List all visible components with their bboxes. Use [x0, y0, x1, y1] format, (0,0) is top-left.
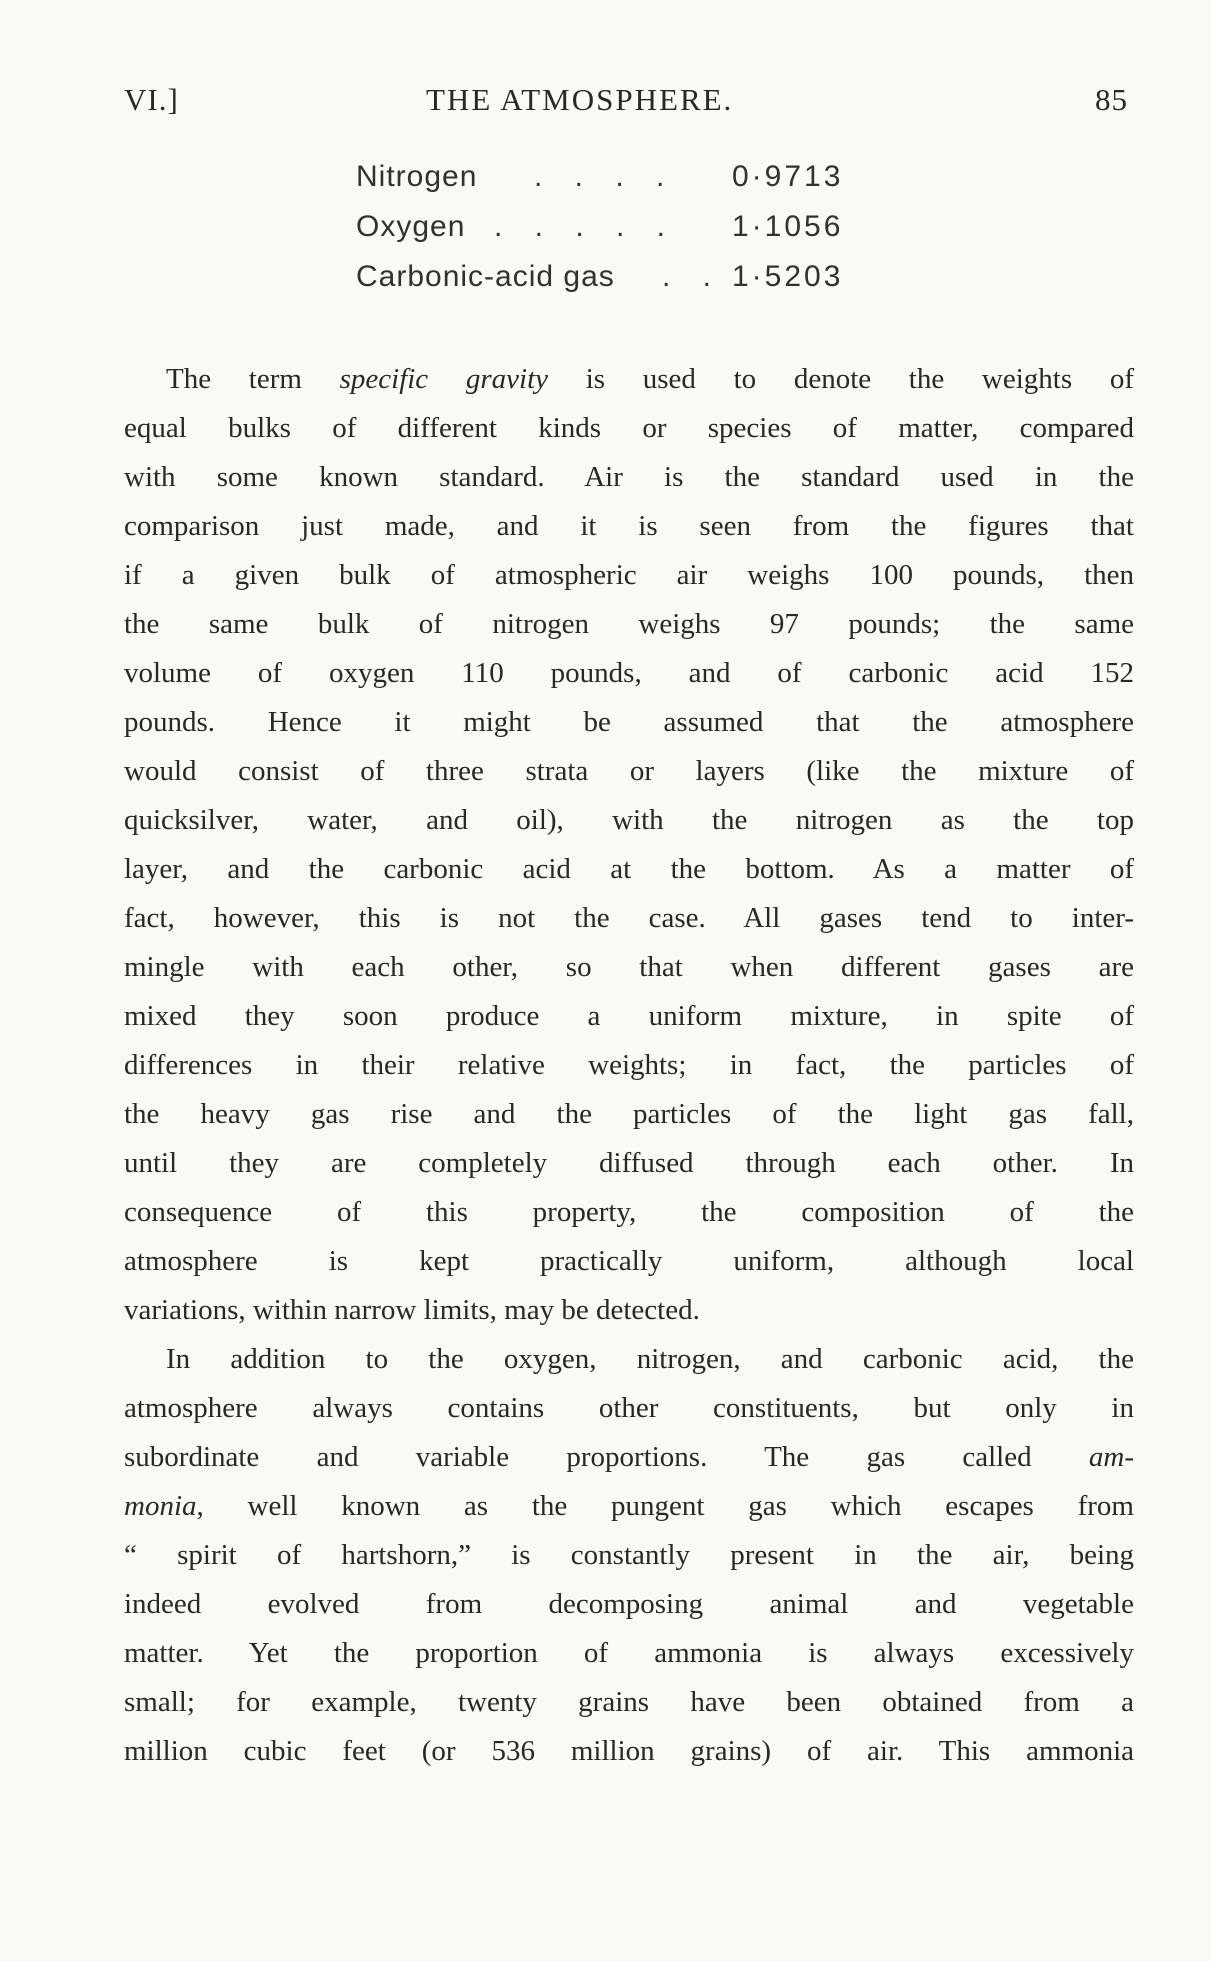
running-head — [124, 82, 1134, 126]
gravity-value: 0·9713 — [732, 160, 844, 193]
text-line: subordinate and variable proportions. The gas called am- — [124, 1441, 1134, 1473]
gravity-value: 1·5203 — [732, 260, 844, 293]
text-line: In addition to the oxygen, nitrogen, and carbonic acid, the — [166, 1343, 1134, 1375]
text-line: comparison just made, and it is seen from the figures that — [124, 510, 1134, 542]
text-line: until they are completely diffused through each other. In — [124, 1147, 1134, 1179]
text-line: The term specific gravity is used to denote the weights of — [166, 363, 1134, 395]
text-line: differences in their relative weights; in fact, the particles of — [124, 1049, 1134, 1081]
text-line: consequence of this property, the composition of the — [124, 1196, 1134, 1228]
text-line: the heavy gas rise and the particles of the light gas fall, — [124, 1098, 1134, 1130]
leader-dots: . . . . . — [494, 210, 678, 243]
text-line: pounds. Hence it might be assumed that the atmosphere — [124, 706, 1134, 738]
term-specific-gravity: specific gravity — [339, 363, 549, 395]
text-line: volume of oxygen 110 pounds, and of carbonic acid 152 — [124, 657, 1134, 689]
text-line: would consist of three strata or layers (like the mixture of — [124, 755, 1134, 787]
chapter-number: VI.] — [124, 82, 179, 117]
table-row — [356, 160, 956, 210]
table-row — [356, 210, 956, 260]
leader-dots: . . . . — [534, 160, 677, 193]
page-number: 85 — [1095, 82, 1128, 117]
text-line: equal bulks of different kinds or species of matter, compared — [124, 412, 1134, 444]
gas-name: Oxygen — [356, 210, 466, 243]
gas-name: Carbonic-acid gas — [356, 260, 615, 293]
text-line: if a given bulk of atmospheric air weighs 100 pounds, then — [124, 559, 1134, 591]
text-line: the same bulk of nitrogen weighs 97 pounds; the same — [124, 608, 1134, 640]
text-line: layer, and the carbonic acid at the bottom. As a matter of — [124, 853, 1134, 885]
leader-dots: . . — [662, 260, 724, 293]
term-ammonia-cont: monia — [124, 1490, 197, 1522]
specific-gravity-table — [356, 160, 956, 310]
text-line: matter. Yet the proportion of ammonia is always excessively — [124, 1637, 1134, 1669]
text-line: fact, however, this is not the case. All gases tend to inter- — [124, 902, 1134, 934]
gas-name: Nitrogen — [356, 160, 478, 193]
body-text — [124, 355, 1134, 1776]
text-line: atmosphere always contains other constituents, but only in — [124, 1392, 1134, 1424]
text-line: indeed evolved from decomposing animal and vegetable — [124, 1588, 1134, 1620]
running-title: THE ATMOSPHERE. — [426, 82, 734, 117]
text-line: variations, within narrow limits, may be detected. — [124, 1294, 700, 1326]
term-ammonia: am- — [1088, 1441, 1134, 1473]
table-row — [356, 260, 956, 310]
text-line: monia, well known as the pungent gas which escapes from — [124, 1490, 1134, 1522]
text-line: small; for example, twenty grains have been obtained from a — [124, 1686, 1134, 1718]
text-line: atmosphere is kept practically uniform, although local — [124, 1245, 1134, 1277]
text-line: quicksilver, water, and oil), with the nitrogen as the top — [124, 804, 1134, 836]
text-line: mixed they soon produce a uniform mixture, in spite of — [124, 1000, 1134, 1032]
gravity-value: 1·1056 — [732, 210, 844, 243]
text-line: million cubic feet (or 536 million grains) of air. This ammonia — [124, 1735, 1134, 1767]
text-line: “ spirit of hartshorn,” is constantly present in the air, being — [124, 1539, 1134, 1571]
text-line: with some known standard. Air is the standard used in the — [124, 461, 1134, 493]
text-line: mingle with each other, so that when different gases are — [124, 951, 1134, 983]
